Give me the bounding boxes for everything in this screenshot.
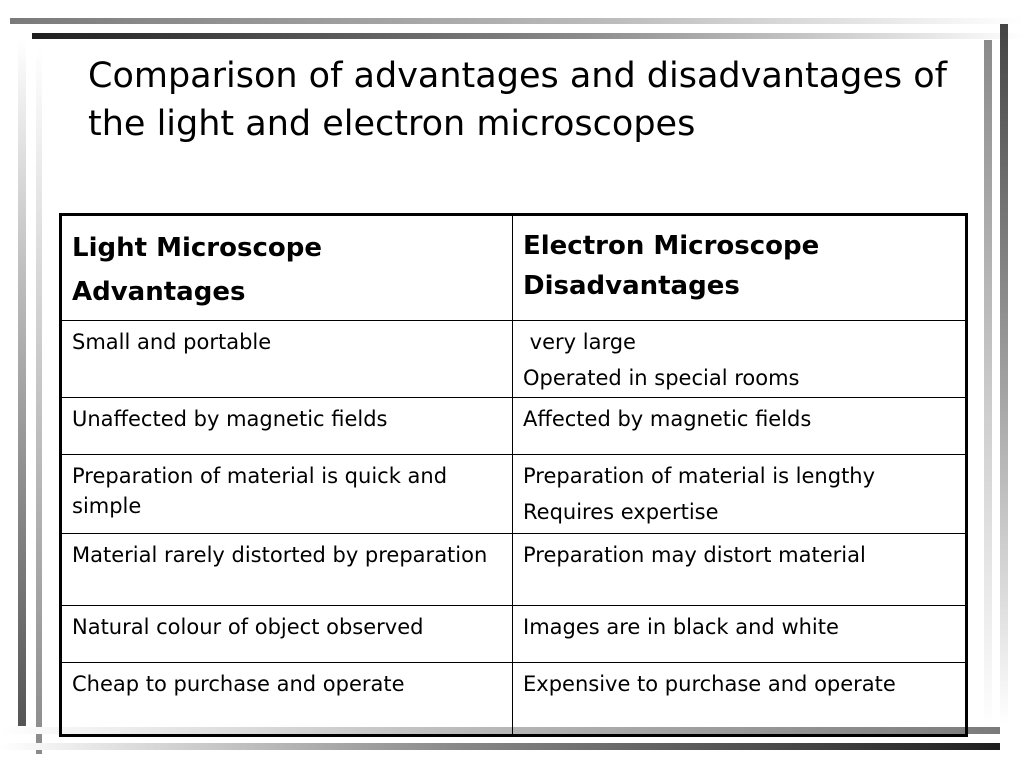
cell-text: Unaffected by magnetic fields <box>72 407 388 431</box>
cell-text: Operated in special rooms <box>523 366 800 390</box>
header-title: Light Microscope <box>72 233 322 263</box>
cell-text: Images are in black and white <box>523 615 839 639</box>
cell-text: Natural colour of object observed <box>72 615 424 639</box>
decorative-bar-top <box>10 18 1024 24</box>
decorative-bar-bottom <box>0 743 1000 750</box>
light-advantage-cell <box>61 663 513 736</box>
decorative-bar-top-dark <box>32 33 1024 39</box>
electron-disadvantage-cell <box>513 606 967 663</box>
cell-text: Affected by magnetic fields <box>523 407 812 431</box>
header-subtitle: Disadvantages <box>523 271 740 301</box>
cell-text: Material rarely distorted by preparation <box>72 543 488 567</box>
table-row <box>61 321 967 398</box>
cell-text: Cheap to purchase and operate <box>72 672 405 696</box>
table-row <box>61 455 967 534</box>
table-row <box>61 534 967 606</box>
cell-text: Preparation of material is lengthy <box>523 464 876 488</box>
header-electron-microscope-disadvantages <box>513 215 967 321</box>
electron-disadvantage-cell <box>513 321 967 398</box>
electron-disadvantage-cell <box>513 455 967 534</box>
table-row <box>61 398 967 455</box>
cell-text: Small and portable <box>72 330 272 354</box>
electron-disadvantage-cell <box>513 398 967 455</box>
table-row <box>61 606 967 663</box>
slide-title: Comparison of advantages and disadvantages of the light and electron microscopes <box>88 56 948 144</box>
header-subtitle: Advantages <box>72 277 246 307</box>
light-advantage-cell <box>61 398 513 455</box>
table-row <box>61 663 967 736</box>
light-advantage-cell <box>61 534 513 606</box>
cell-text: very large <box>523 330 636 354</box>
table-header-row <box>61 215 967 321</box>
cell-text: Preparation of material is quick and simple <box>72 464 448 518</box>
header-title: Electron Microscope <box>523 231 820 261</box>
cell-text: Preparation may distort material <box>523 543 866 567</box>
light-advantage-cell <box>61 606 513 663</box>
decorative-bar-left-light <box>36 48 42 754</box>
header-light-microscope-advantages <box>61 215 513 321</box>
light-advantage-cell <box>61 455 513 534</box>
light-advantage-cell <box>61 321 513 398</box>
electron-disadvantage-cell <box>513 534 967 606</box>
comparison-table <box>59 213 968 737</box>
decorative-bar-right-light <box>984 40 992 730</box>
cell-text: Expensive to purchase and operate <box>523 672 896 696</box>
electron-disadvantage-cell <box>513 663 967 736</box>
cell-text: Requires expertise <box>523 500 719 524</box>
decorative-bar-right <box>1000 24 1008 724</box>
decorative-bar-left <box>18 38 26 726</box>
